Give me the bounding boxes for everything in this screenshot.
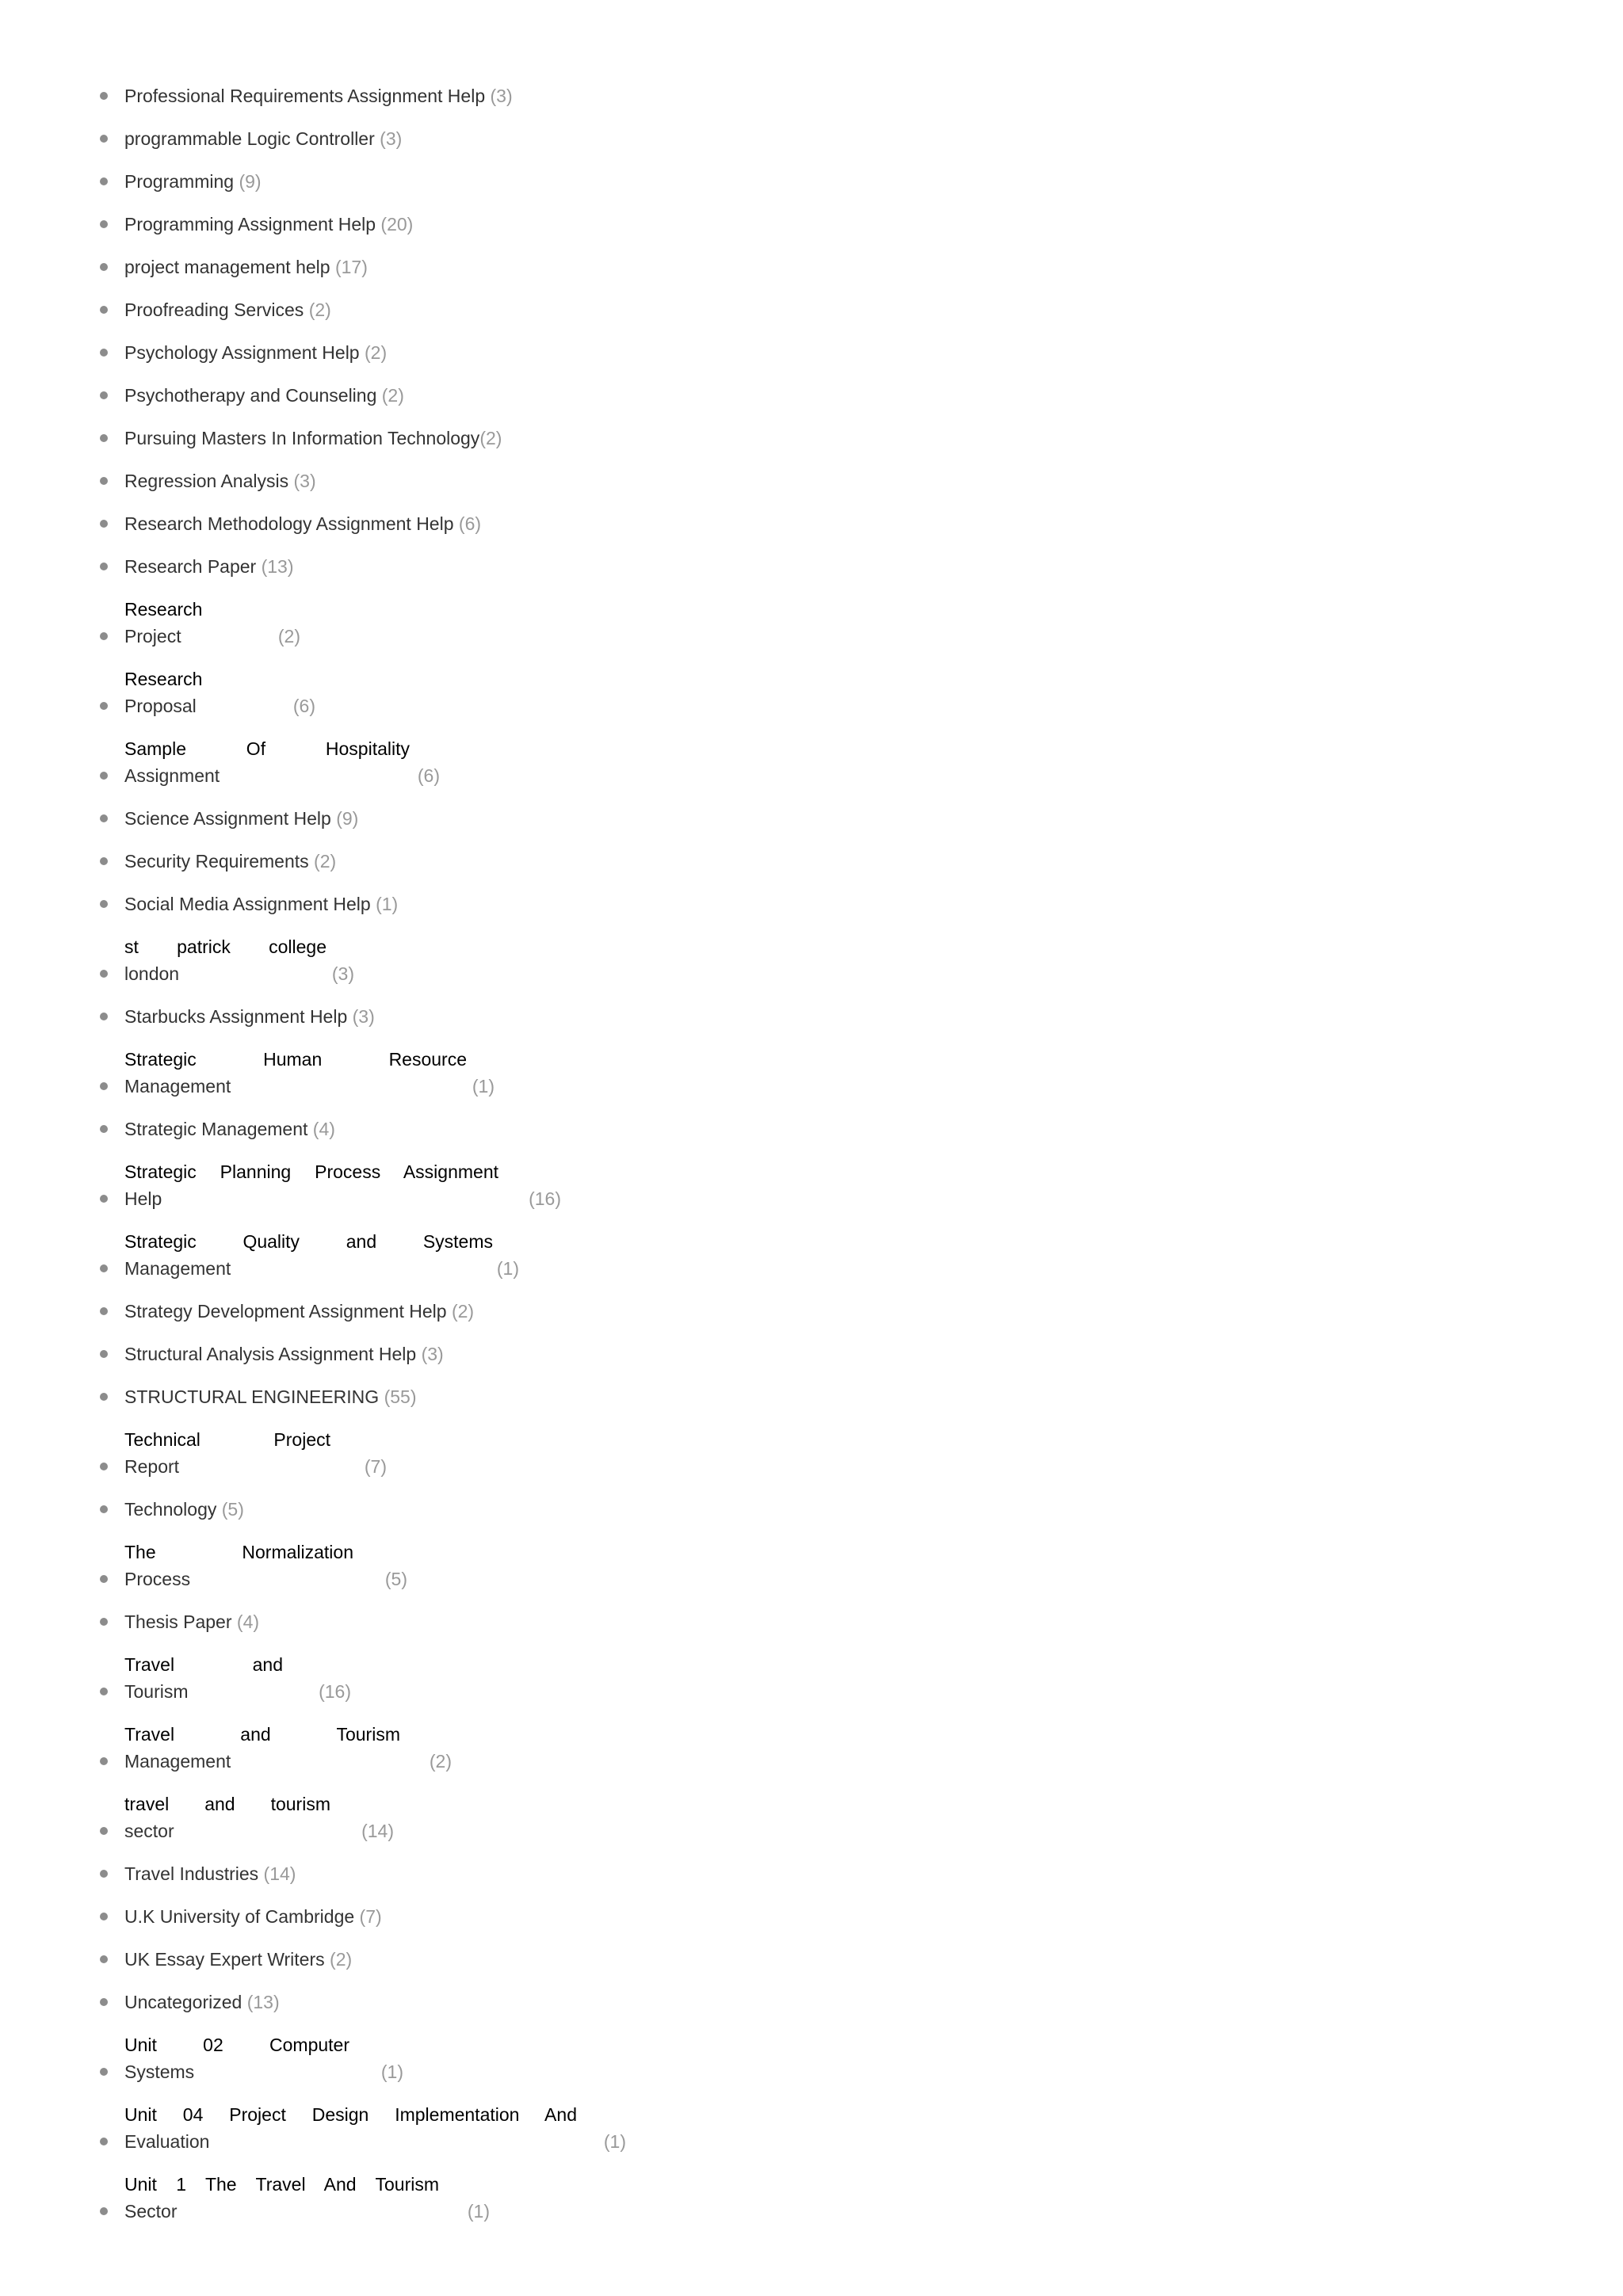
category-count: (1): [376, 894, 399, 914]
category-link[interactable]: Social Media Assignment Help: [124, 894, 371, 914]
category-item: [100, 82, 626, 109]
category-count: (5): [221, 1499, 244, 1520]
category-link-line[interactable]: Travel and Tourism: [124, 1724, 400, 1745]
category-link[interactable]: Tourism: [124, 1681, 189, 1702]
category-count: (2): [479, 428, 502, 448]
category-count: (9): [336, 808, 359, 829]
category-item: [100, 296, 626, 323]
category-item: [100, 891, 626, 917]
category-count: (1): [380, 2061, 403, 2082]
category-count: (2): [429, 1751, 452, 1772]
category-item: [100, 805, 626, 832]
category-item: [100, 1946, 626, 1973]
category-item: [100, 933, 354, 987]
category-count: (1): [467, 2201, 490, 2222]
category-link-line[interactable]: Research: [124, 599, 203, 620]
category-link[interactable]: Security Requirements: [124, 851, 309, 871]
category-item: [100, 1989, 626, 2016]
category-count: (3): [352, 1006, 375, 1027]
category-item: [100, 1426, 387, 1480]
category-link-line[interactable]: travel and tourism: [124, 1794, 330, 1814]
category-item: [100, 553, 626, 580]
category-link[interactable]: Science Assignment Help: [124, 808, 331, 829]
category-count: (3): [421, 1344, 444, 1364]
category-count: (5): [384, 1569, 407, 1589]
category-link[interactable]: Programming: [124, 171, 235, 192]
category-count: (2): [381, 385, 404, 406]
category-item: [100, 1721, 452, 1775]
category-link[interactable]: Help: [124, 1188, 162, 1209]
category-count: (4): [312, 1119, 335, 1139]
category-item: [100, 735, 440, 789]
category-item: [100, 1298, 626, 1325]
category-item: [100, 2171, 490, 2225]
category-item: [100, 1228, 519, 1282]
category-link[interactable]: sector: [124, 1821, 174, 1841]
category-link[interactable]: Thesis Paper: [124, 1611, 232, 1632]
category-link-line[interactable]: The Normalization: [124, 1542, 353, 1562]
category-link[interactable]: Systems: [124, 2061, 195, 2082]
category-link[interactable]: Evaluation: [124, 2131, 210, 2152]
category-item: [100, 1496, 626, 1523]
category-item: [100, 254, 626, 280]
category-link[interactable]: Project: [124, 626, 181, 646]
category-item: [100, 1341, 626, 1367]
category-link-line[interactable]: Strategic Human Resource: [124, 1049, 467, 1070]
category-count: (2): [365, 342, 388, 363]
category-link-line[interactable]: Unit 1 The Travel And Tourism: [124, 2174, 439, 2195]
category-link-line[interactable]: Strategic Quality and Systems: [124, 1231, 493, 1252]
category-item: [100, 1651, 351, 1705]
category-link[interactable]: Strategy Development Assignment Help: [124, 1301, 447, 1322]
category-link-line[interactable]: Technical Project: [124, 1429, 330, 1450]
category-item: [100, 2101, 626, 2155]
category-item: [100, 1860, 626, 1887]
category-item: [100, 425, 626, 452]
category-item: [100, 382, 626, 409]
category-count: (55): [384, 1386, 417, 1407]
category-link[interactable]: Strategic Management: [124, 1119, 308, 1139]
category-link[interactable]: Sector: [124, 2201, 178, 2222]
category-link[interactable]: Research Paper: [124, 556, 257, 577]
category-count: (6): [458, 513, 482, 534]
category-count: (7): [359, 1906, 382, 1927]
category-count: (16): [319, 1681, 351, 1702]
category-link[interactable]: project management help: [124, 257, 330, 277]
category-count: (16): [529, 1188, 561, 1209]
category-link[interactable]: Psychology Assignment Help: [124, 342, 360, 363]
category-item: [100, 211, 626, 238]
category-count: (3): [293, 471, 316, 491]
category-item: [100, 1608, 626, 1635]
category-item: [100, 1791, 394, 1844]
category-count: (3): [331, 963, 354, 984]
category-link[interactable]: Pursuing Masters In Information Technology: [124, 428, 480, 448]
category-link[interactable]: Travel Industries: [124, 1863, 259, 1884]
category-item: [100, 2031, 403, 2085]
category-link[interactable]: programmable Logic Controller: [124, 128, 375, 149]
category-link-line[interactable]: Sample Of Hospitality: [124, 738, 410, 759]
category-item: [100, 1116, 626, 1142]
category-link[interactable]: london: [124, 963, 180, 984]
category-link[interactable]: Management: [124, 1076, 231, 1097]
category-link[interactable]: Report: [124, 1456, 180, 1477]
category-count: (2): [277, 626, 300, 646]
category-link[interactable]: Proofreading Services: [124, 299, 304, 320]
category-item: [100, 1046, 495, 1100]
category-link[interactable]: Structural Analysis Assignment Help: [124, 1344, 417, 1364]
category-link[interactable]: Assignment: [124, 765, 220, 786]
category-link[interactable]: Proposal: [124, 696, 197, 716]
category-item: [100, 168, 626, 195]
category-link[interactable]: U.K University of Cambridge: [124, 1906, 355, 1927]
category-link[interactable]: Professional Requirements Assignment Help: [124, 86, 486, 106]
category-item: [100, 125, 626, 152]
category-link[interactable]: Programming Assignment Help: [124, 214, 376, 235]
category-count: (3): [380, 128, 403, 149]
category-link[interactable]: STRUCTURAL ENGINEERING: [124, 1386, 380, 1407]
category-count: (2): [330, 1949, 353, 1970]
category-count: (17): [334, 257, 368, 277]
category-item: [100, 666, 315, 719]
category-item: [100, 339, 626, 366]
category-count: (2): [451, 1301, 475, 1322]
category-count: (1): [472, 1076, 495, 1097]
category-item: [100, 1003, 626, 1030]
category-item: [100, 1903, 626, 1930]
category-link[interactable]: Management: [124, 1258, 231, 1279]
category-count: (20): [380, 214, 414, 235]
category-link-line[interactable]: Unit 02 Computer: [124, 2035, 349, 2055]
category-link-line[interactable]: Travel and: [124, 1654, 283, 1675]
category-link[interactable]: UK Essay Expert Writers: [124, 1949, 325, 1970]
category-link[interactable]: Starbucks Assignment Help: [124, 1006, 348, 1027]
category-link-line[interactable]: Research: [124, 669, 203, 689]
category-item: [100, 848, 626, 875]
category-count: (7): [364, 1456, 387, 1477]
category-link[interactable]: Management: [124, 1751, 231, 1772]
category-count: (1): [603, 2131, 626, 2152]
category-link[interactable]: Research Methodology Assignment Help: [124, 513, 454, 534]
category-count: (14): [361, 1821, 394, 1841]
category-count: (2): [314, 851, 337, 871]
category-count: (9): [239, 171, 262, 192]
category-link[interactable]: Psychotherapy and Counseling: [124, 385, 377, 406]
category-link-line[interactable]: Strategic Planning Process Assignment: [124, 1161, 498, 1182]
category-item: [100, 1158, 561, 1212]
category-count: (14): [263, 1863, 296, 1884]
category-list: [100, 82, 626, 2241]
category-link-line[interactable]: Unit 04 Project Design Implementation And: [124, 2104, 577, 2125]
category-link-line[interactable]: st patrick college: [124, 936, 327, 957]
category-link[interactable]: Process: [124, 1569, 191, 1589]
category-item: [100, 596, 300, 650]
category-count: (6): [292, 696, 315, 716]
category-item: [100, 510, 626, 537]
category-count: (6): [417, 765, 440, 786]
category-count: (2): [308, 299, 331, 320]
category-item: [100, 1383, 626, 1410]
category-count: (3): [490, 86, 513, 106]
category-count: (13): [261, 556, 294, 577]
category-item: [100, 1539, 407, 1592]
category-item: [100, 467, 626, 494]
category-count: (1): [496, 1258, 519, 1279]
category-count: (13): [246, 1992, 280, 2012]
category-link[interactable]: Technology: [124, 1499, 217, 1520]
category-link[interactable]: Regression Analysis: [124, 471, 289, 491]
category-link[interactable]: Uncategorized: [124, 1992, 242, 2012]
category-count: (4): [236, 1611, 260, 1632]
